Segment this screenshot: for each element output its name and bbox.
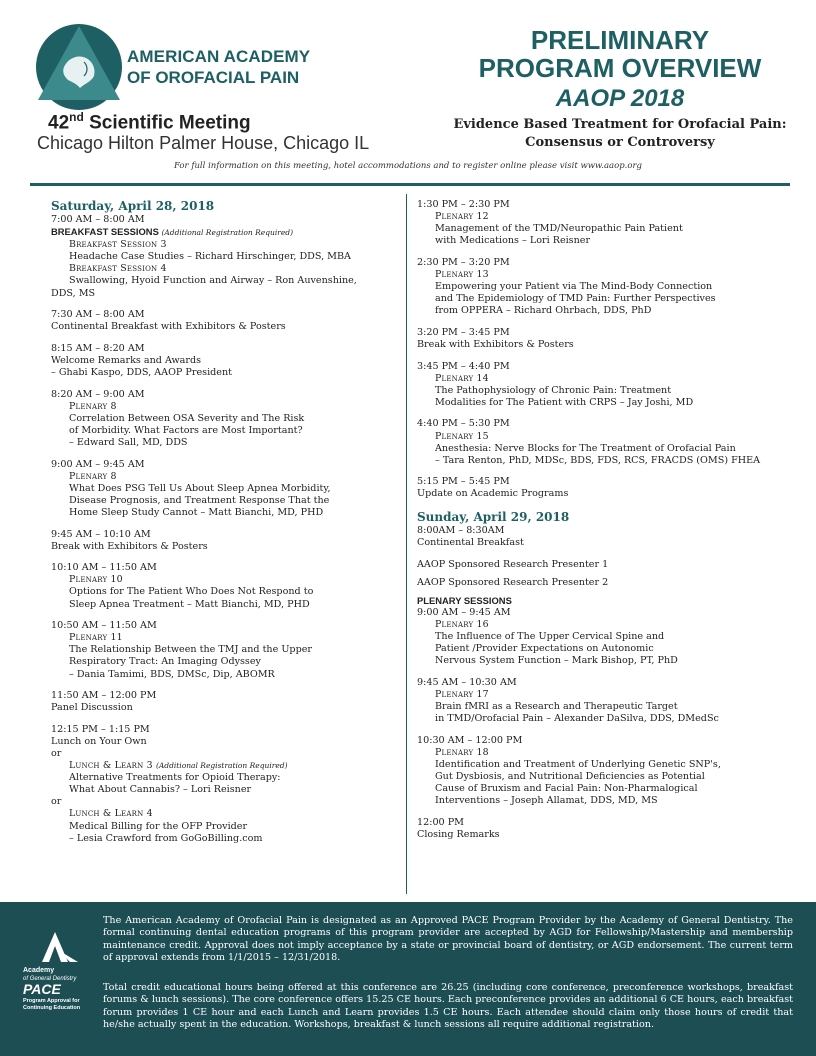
session-time: 9:00 AM – 9:45 AM — [51, 458, 145, 470]
session-text: from OPPERA – Richard Ohrbach, DDS, PhD — [435, 305, 652, 317]
session-text: – Ghabi Kaspo, DDS, AAOP President — [51, 367, 232, 379]
session-label: Plenary 18 — [435, 746, 489, 758]
session-text: Correlation Between OSA Severity and The Risk — [69, 412, 305, 424]
session-text: Management of the TMD/Neuropathic Pain Patient — [435, 223, 683, 235]
session-text: Home Sleep Study Cannot – Matt Bianchi, MD, PHD — [69, 506, 324, 518]
session-text: with Medications – Lori Reisner — [435, 235, 591, 247]
registration-note: (Additional Registration Required) — [161, 228, 294, 238]
day-heading-sunday: Sunday, April 29, 2018 — [417, 509, 570, 524]
session-text: of Morbidity. What Factors are Most Important? — [69, 424, 303, 436]
session-time: 7:30 AM – 8:00 AM — [51, 309, 145, 321]
session-label: Breakfast Session 4 — [69, 263, 167, 275]
session-text: Disease Prognosis, and Treatment Response That the — [69, 494, 330, 506]
session-time: 11:50 AM – 12:00 PM — [51, 690, 157, 702]
session-text: and The Epidemiology of TMD Pain: Further Perspectives — [435, 293, 716, 305]
session-text: What Does PSG Tell Us About Sleep Apnea Morbidity, — [69, 482, 331, 494]
pace-text: Program Approval for — [23, 998, 80, 1004]
event-name: AAOP 2018 — [555, 85, 685, 112]
registration-note: (Additional Registration Required) — [155, 761, 288, 771]
session-label: Plenary 14 — [435, 372, 489, 384]
session-time: 9:00 AM – 9:45 AM — [417, 606, 511, 618]
day-heading-saturday: Saturday, April 28, 2018 — [51, 199, 215, 213]
session-text: Patient /Provider Expectations on Autonomic — [435, 643, 654, 655]
session-time: 12:00 PM — [417, 816, 464, 828]
session-label: Plenary 13 — [435, 268, 489, 280]
session-text: Interventions – Joseph Allamat, DDS, MD, MS — [435, 795, 658, 807]
session-text: Panel Discussion — [51, 702, 133, 714]
session-time: 10:10 AM – 11:50 AM — [51, 562, 157, 574]
session-text: DDS, MS — [51, 287, 96, 299]
session-text: Respiratory Tract: An Imaging Odyssey — [69, 656, 261, 668]
session-text: Empowering your Patient via The Mind-Body Connection — [435, 281, 713, 293]
lunch-learn-3-heading — [51, 760, 397, 772]
session-text: Welcome Remarks and Awards — [51, 354, 202, 366]
pace-approval-text: The American Academy of Orofacial Pain is designated as an Approved PACE Program Provider by the Academy of General Dentistry. The formal continuing dental education programs of this program provider are accepted by AGD for Fellowship/Mastership and membership maintenance credit. Approval does not imply acceptance by a state or provincial board of dentistry, or AGD endorsement. The current term of approval extends from 1/1/2015 – 12/31/2018. — [103, 915, 793, 963]
pace-text: Continuing Education — [23, 1005, 81, 1011]
session-text: Continental Breakfast with Exhibitors & Posters — [51, 321, 286, 333]
breakfast-sessions-heading — [51, 226, 397, 239]
session-time: 7:00 AM – 8:00 AM — [51, 214, 145, 225]
session-text: The Pathophysiology of Chronic Pain: Treatment — [435, 384, 672, 396]
session-text: Nervous System Function – Mark Bishop, PT, PhD — [435, 655, 678, 667]
session-time: 8:00AM – 8:30AM — [417, 524, 505, 536]
session-time: 1:30 PM – 2:30 PM — [417, 199, 510, 210]
pace-text: Academy — [23, 967, 55, 974]
session-text: Cause of Bruxism and Facial Pain: Non-Pharmalogical — [435, 783, 698, 795]
meeting-number: 42 — [48, 112, 70, 134]
session-text: Options for The Patient Who Does Not Respond to — [69, 586, 314, 598]
session-label: Plenary 11 — [69, 632, 123, 644]
session-text: Identification and Treatment of Underlying Genetic SNP's, — [435, 758, 721, 770]
session-text: – Lesia Crawford from GoGoBilling.com — [69, 832, 263, 844]
session-time: 8:15 AM – 8:20 AM — [51, 342, 145, 354]
afternoon-sunday-schedule — [417, 199, 787, 841]
pace-text: of General Dentistry — [23, 976, 77, 982]
session-label: Breakfast Session 3 — [69, 239, 167, 251]
session-text: Medical Billing for the OFP Provider — [69, 820, 248, 832]
session-text: Lunch on Your Own — [51, 735, 147, 747]
org-name-line1: AMERICAN ACADEMY — [127, 47, 311, 66]
session-text: Break with Exhibitors & Posters — [417, 338, 574, 350]
column-divider — [406, 194, 407, 894]
session-text: The Relationship Between the TMJ and the Upper — [69, 644, 312, 656]
session-text: – Dania Tamimi, BDS, DMSc, Dip, ABOMR — [69, 668, 275, 680]
or-separator: or — [51, 796, 62, 808]
session-label: Lunch & Learn 4 — [69, 808, 153, 820]
session-label: Plenary 15 — [435, 430, 489, 442]
saturday-schedule — [51, 199, 397, 845]
theme-line2: Consensus or Controversy — [525, 135, 715, 150]
session-label: Lunch & Learn 3 — [69, 760, 156, 772]
session-text: AAOP Sponsored Research Presenter 1 — [417, 558, 609, 570]
session-time: 8:20 AM – 9:00 AM — [51, 388, 145, 400]
session-text: AAOP Sponsored Research Presenter 2 — [417, 576, 609, 588]
session-text: Closing Remarks — [417, 828, 500, 840]
session-time: 5:15 PM – 5:45 PM — [417, 476, 510, 488]
aaop-logo — [34, 22, 124, 112]
session-label: Plenary 8 — [69, 400, 117, 412]
meeting-suffix: nd — [69, 110, 84, 124]
session-label: Plenary 16 — [435, 619, 489, 631]
session-label: Plenary 8 — [69, 470, 117, 482]
prelim-title-line2: PROGRAM OVERVIEW — [478, 53, 762, 83]
or-separator: or — [51, 747, 62, 759]
session-text: What About Cannabis? – Lori Reisner — [69, 784, 252, 796]
session-time: 2:30 PM – 3:20 PM — [417, 256, 510, 268]
session-text: Anesthesia: Nerve Blocks for The Treatment of Orofacial Pain — [435, 442, 736, 454]
ce-hours-text: Total credit educational hours being offered at this conference are 26.25 (including core conference, preconference workshops, breakfast forums & lunch sessions). The core conference offers 15.25 CE hours. Each preconference provides an additional 6 CE hours, each breakfast forum provides 1 CE hour and each Lunch and Learn provides 1.5 CE hours. Each attendee should claim only those hours of credit that he/she actually spent in the education. Workshops, breakfast & lunch sessions all require additional registration. — [103, 982, 793, 1030]
session-text: Update on Academic Programs — [417, 488, 569, 500]
meeting-title-text: Scientific Meeting — [83, 112, 251, 134]
session-text: Headache Case Studies – Richard Hirschinger, DDS, MBA — [69, 251, 351, 263]
session-time: 3:45 PM – 4:40 PM — [417, 360, 510, 372]
session-text: – Edward Sall, MD, DDS — [69, 437, 188, 448]
session-text: Swallowing, Hyoid Function and Airway – Ron Auvenshine, — [69, 275, 357, 287]
session-time: 3:20 PM – 3:45 PM — [417, 326, 510, 338]
session-text: Sleep Apnea Treatment – Matt Bianchi, MD, PHD — [69, 598, 310, 610]
session-time: 9:45 AM – 10:10 AM — [51, 528, 151, 540]
session-text: Alternative Treatments for Opioid Therapy: — [69, 772, 281, 784]
session-label: Plenary 17 — [435, 689, 489, 700]
session-time: 10:30 AM – 12:00 PM — [417, 734, 523, 746]
section-title: BREAKFAST SESSIONS — [51, 226, 162, 238]
pace-logo — [20, 930, 90, 1030]
session-label: Plenary 12 — [435, 211, 489, 223]
prelim-title-line1: PRELIMINARY — [530, 25, 710, 55]
session-text: The Influence of The Upper Cervical Spine and — [435, 631, 665, 643]
session-text: Gut Dysbiosis, and Nutritional Deficiencies as Potential — [435, 771, 705, 783]
session-label: Plenary 10 — [69, 574, 123, 586]
meeting-title — [48, 110, 251, 134]
venue: Chicago Hilton Palmer House, Chicago IL — [37, 133, 370, 153]
session-text: Continental Breakfast — [417, 537, 524, 549]
session-text: Modalities for The Patient with CRPS – Jay Joshi, MD — [435, 396, 694, 408]
plenary-sessions-heading: PLENARY SESSIONS — [417, 594, 512, 606]
session-text: in TMD/Orofacial Pain – Alexander DaSilva, DDS, DMedSc — [435, 713, 719, 725]
info-line: For full information on this meeting, hotel accommodations and to register online please visit www.aaop.org — [174, 161, 642, 171]
session-time: 9:45 AM – 10:30 AM — [417, 676, 517, 688]
org-name-line2: OF OROFACIAL PAIN — [127, 68, 300, 87]
header-divider — [30, 183, 790, 186]
pace-title: PACE — [23, 981, 61, 997]
session-time: 4:40 PM – 5:30 PM — [417, 418, 510, 430]
session-text: Brain fMRI as a Research and Therapeutic Target — [435, 701, 678, 713]
theme-line1: Evidence Based Treatment for Orofacial Pain: — [453, 117, 787, 132]
session-time: 10:50 AM – 11:50 AM — [51, 620, 157, 632]
session-text: – Tara Renton, PhD, MDSc, BDS, FDS, RCS, FRACDS (OMS) FHEA — [435, 454, 761, 466]
session-text: Break with Exhibitors & Posters — [51, 540, 208, 552]
session-time: 12:15 PM – 1:15 PM — [51, 723, 150, 735]
